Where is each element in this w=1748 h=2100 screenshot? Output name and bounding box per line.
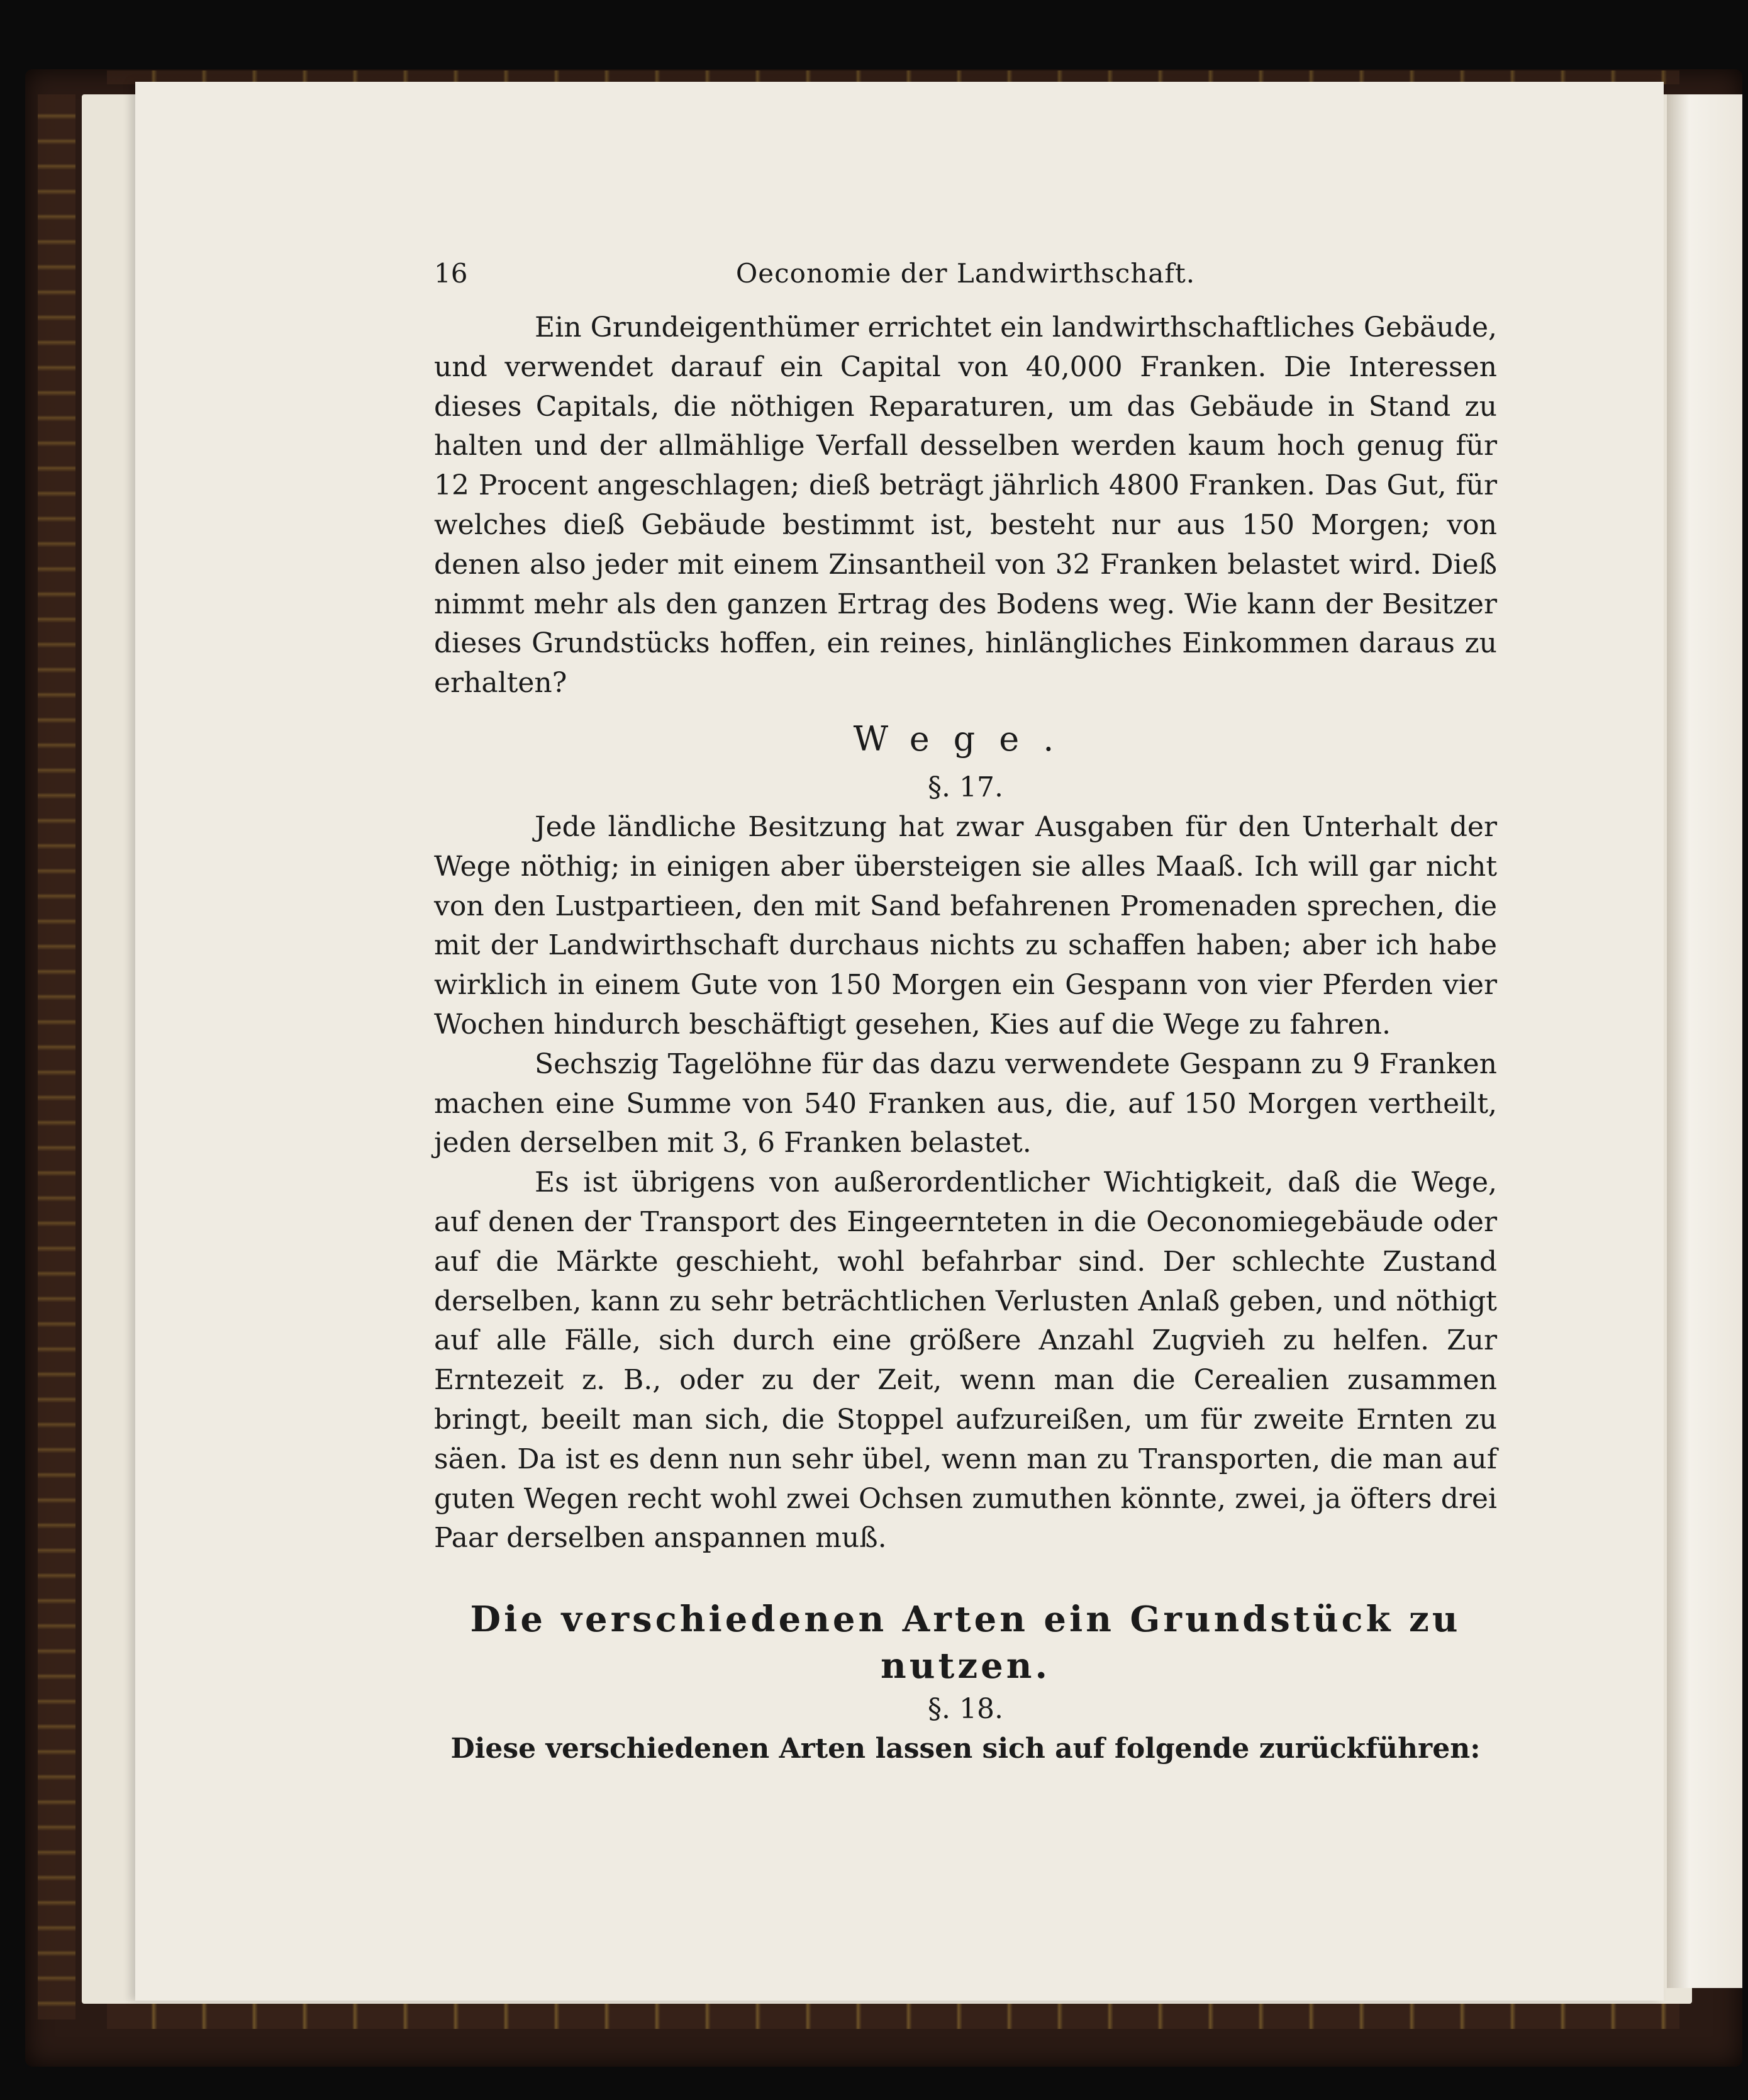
section-17: §. 17. xyxy=(928,771,1003,803)
section-18: §. 18. xyxy=(928,1693,1003,1726)
paragraph-3: Sechszig Tagelöhne für das dazu verwendete Gespann zu 9 Franken machen eine Summe von 540 Franken aus, die, auf 150 Morgen vertheilt, jeden derselben mit 3, 6 Franken belastet. xyxy=(434,1047,1497,1159)
running-title: Oeconomie der Landwirthschaft. xyxy=(735,258,1196,289)
paragraph-5: Diese verschiedenen Arten lassen sich auf folgende zurückführen: xyxy=(450,1733,1481,1765)
paragraph-4: Es ist übrigens von außerordentlicher Wichtigkeit, daß die Wege, auf denen der Transport des Eingeernteten in die Oeconomiegebäude oder auf die Märkte geschieht, wohl befahrbar sind. Der schlechte Zustand derselben, kann zu sehr beträchtlichen Verlusten Anlaß geben, und nöthigt auf alle Fälle, sich durch eine größere Anzahl Zugvieh zu helfen. Zur Erntezeit z. B., oder zu der Zeit, wenn man die Cerealien zusammen bringt, beeilt man sich, die Stoppel aufzureißen, um für zweite Ernten zu säen. Da ist es denn nun sehr übel, wenn man zu Transporten, die man auf guten Wegen recht wohl zwei Ochsen zumuthen könnte, zwei, ja öfters drei Paar derselben anspannen muß. xyxy=(434,1166,1497,1555)
page-number: 16 xyxy=(434,258,468,289)
facing-page-edge xyxy=(1667,94,1742,1988)
cover-gilt-border-left xyxy=(38,94,75,2019)
paragraph-2: Jede ländliche Besitzung hat zwar Ausgaben für den Unterhalt der Wege nöthig; in einigen aber übersteigen sie alles Maaß. Ich will gar nicht von den Lustpartieen, den mit Sand befahrenen Promenaden sprechen, die mit der Landwirthschaft durchaus nichts zu schaffen haben; aber ich habe wirklich in einem Gute von 150 Morgen ein Gespann von vier Pferden vier Wochen hindurch beschäftigt gesehen, Kies auf die Wege zu fahren. xyxy=(434,810,1497,1041)
text-block xyxy=(434,308,1497,1769)
paragraph-1: Ein Grundeigenthümer errichtet ein landwirthschaftliches Gebäude, und verwendet darauf ein Capital von 40,000 Franken. Die Interessen dieses Capitals, die nöthigen Reparaturen, um das Gebäude in Stand zu halten und der allmählige Verfall desselben werden kaum hoch genug für 12 Procent angeschlagen; dieß beträgt jährlich 4800 Franken. Das Gut, für welches dieß Gebäude bestimmt ist, besteht nur aus 150 Morgen; von denen also jeder mit einem Zinsantheil von 32 Franken belastet wird. Dieß nimmt mehr als den ganzen Ertrag des Bodens weg. Wie kann der Besitzer dieses Grundstücks hoffen, ein reines, hinlängliches Einkommen daraus zu erhalten? xyxy=(434,311,1497,700)
heading-wege: Wege. xyxy=(853,718,1078,759)
running-head xyxy=(434,258,1497,296)
cover-gilt-border-bottom xyxy=(107,2004,1679,2029)
heading-arten: Die verschiedenen Arten ein Grundstück zu nutzen. xyxy=(470,1599,1461,1687)
